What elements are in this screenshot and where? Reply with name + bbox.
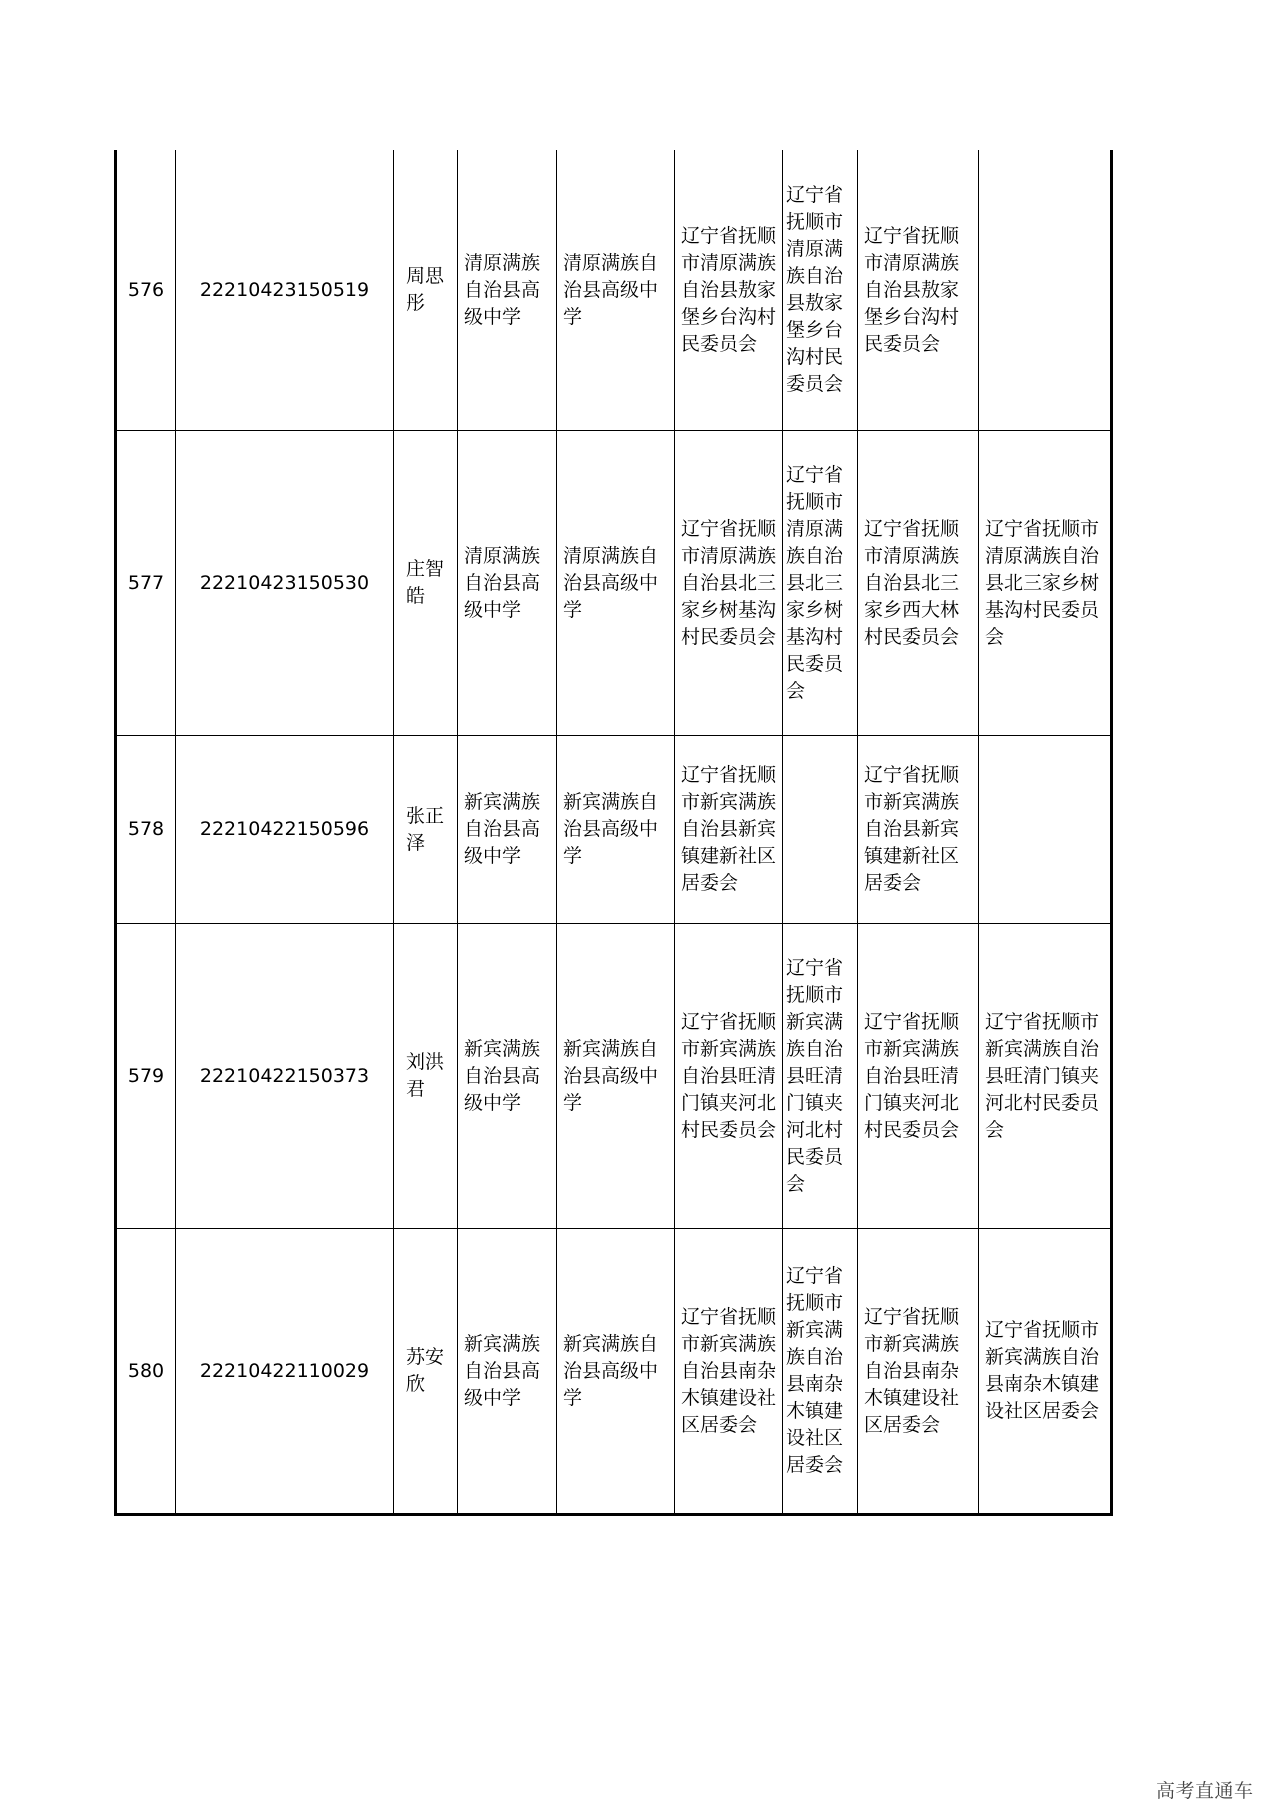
exam-id: 22210423150530	[176, 431, 394, 736]
school-name-alt: 新宾满族自治县高级中学	[557, 1229, 675, 1515]
address-cell: 辽宁省抚顺市新宾满族自治县南杂木镇建设社区居委会	[979, 1229, 1112, 1515]
student-name: 庄智皓	[394, 431, 458, 736]
address-cell: 辽宁省抚顺市新宾满族自治县新宾镇建新社区居委会	[858, 736, 979, 924]
address-cell: 辽宁省抚顺市清原满族自治县北三家乡树基沟村民委员会	[979, 431, 1112, 736]
address-cell: 辽宁省抚顺市清原满族自治县北三家乡西大林村民委员会	[858, 431, 979, 736]
school-name-alt: 新宾满族自治县高级中学	[557, 924, 675, 1229]
table-row	[116, 150, 1112, 431]
address-cell: 辽宁省抚顺市新宾满族自治县旺清门镇夹河北村民委员会	[783, 924, 858, 1229]
row-number: 577	[116, 431, 176, 736]
address-cell: 辽宁省抚顺市新宾满族自治县新宾镇建新社区居委会	[675, 736, 783, 924]
student-name: 刘洪君	[394, 924, 458, 1229]
roster-table	[114, 150, 1113, 1516]
address-cell: 辽宁省抚顺市新宾满族自治县南杂木镇建设社区居委会	[783, 1229, 858, 1515]
address-cell: 辽宁省抚顺市清原满族自治县北三家乡树基沟村民委员会	[783, 431, 858, 736]
row-number: 580	[116, 1229, 176, 1515]
school-name: 新宾满族自治县高级中学	[458, 736, 557, 924]
school-name-alt: 清原满族自治县高级中学	[557, 431, 675, 736]
school-name: 清原满族自治县高级中学	[458, 431, 557, 736]
address-cell: 辽宁省抚顺市新宾满族自治县旺清门镇夹河北村民委员会	[675, 924, 783, 1229]
address-cell: 辽宁省抚顺市新宾满族自治县旺清门镇夹河北村民委员会	[858, 924, 979, 1229]
student-name: 张正泽	[394, 736, 458, 924]
row-number: 578	[116, 736, 176, 924]
school-name-alt: 新宾满族自治县高级中学	[557, 736, 675, 924]
table-row	[116, 736, 1112, 924]
address-cell: 辽宁省抚顺市清原满族自治县敖家堡乡台沟村民委员会	[675, 150, 783, 431]
address-cell	[979, 150, 1112, 431]
table-row	[116, 431, 1112, 736]
address-cell: 辽宁省抚顺市清原满族自治县敖家堡乡台沟村民委员会	[783, 150, 858, 431]
table-row	[116, 924, 1112, 1229]
row-number: 579	[116, 924, 176, 1229]
address-cell	[979, 736, 1112, 924]
address-cell: 辽宁省抚顺市新宾满族自治县南杂木镇建设社区居委会	[675, 1229, 783, 1515]
school-name-alt: 清原满族自治县高级中学	[557, 150, 675, 431]
student-name: 苏安欣	[394, 1229, 458, 1515]
row-number: 576	[116, 150, 176, 431]
student-name: 周思彤	[394, 150, 458, 431]
school-name: 新宾满族自治县高级中学	[458, 924, 557, 1229]
address-cell: 辽宁省抚顺市清原满族自治县敖家堡乡台沟村民委员会	[858, 150, 979, 431]
exam-id: 22210422150596	[176, 736, 394, 924]
address-cell: 辽宁省抚顺市新宾满族自治县旺清门镇夹河北村民委员会	[979, 924, 1112, 1229]
school-name: 清原满族自治县高级中学	[458, 150, 557, 431]
address-cell: 辽宁省抚顺市清原满族自治县北三家乡树基沟村民委员会	[675, 431, 783, 736]
watermark-text: 高考直通车	[1156, 1780, 1254, 1802]
exam-id: 22210423150519	[176, 150, 394, 431]
address-cell: 辽宁省抚顺市新宾满族自治县南杂木镇建设社区居委会	[858, 1229, 979, 1515]
school-name: 新宾满族自治县高级中学	[458, 1229, 557, 1515]
exam-id: 22210422150373	[176, 924, 394, 1229]
exam-id: 22210422110029	[176, 1229, 394, 1515]
table-row	[116, 1229, 1112, 1515]
address-cell	[783, 736, 858, 924]
